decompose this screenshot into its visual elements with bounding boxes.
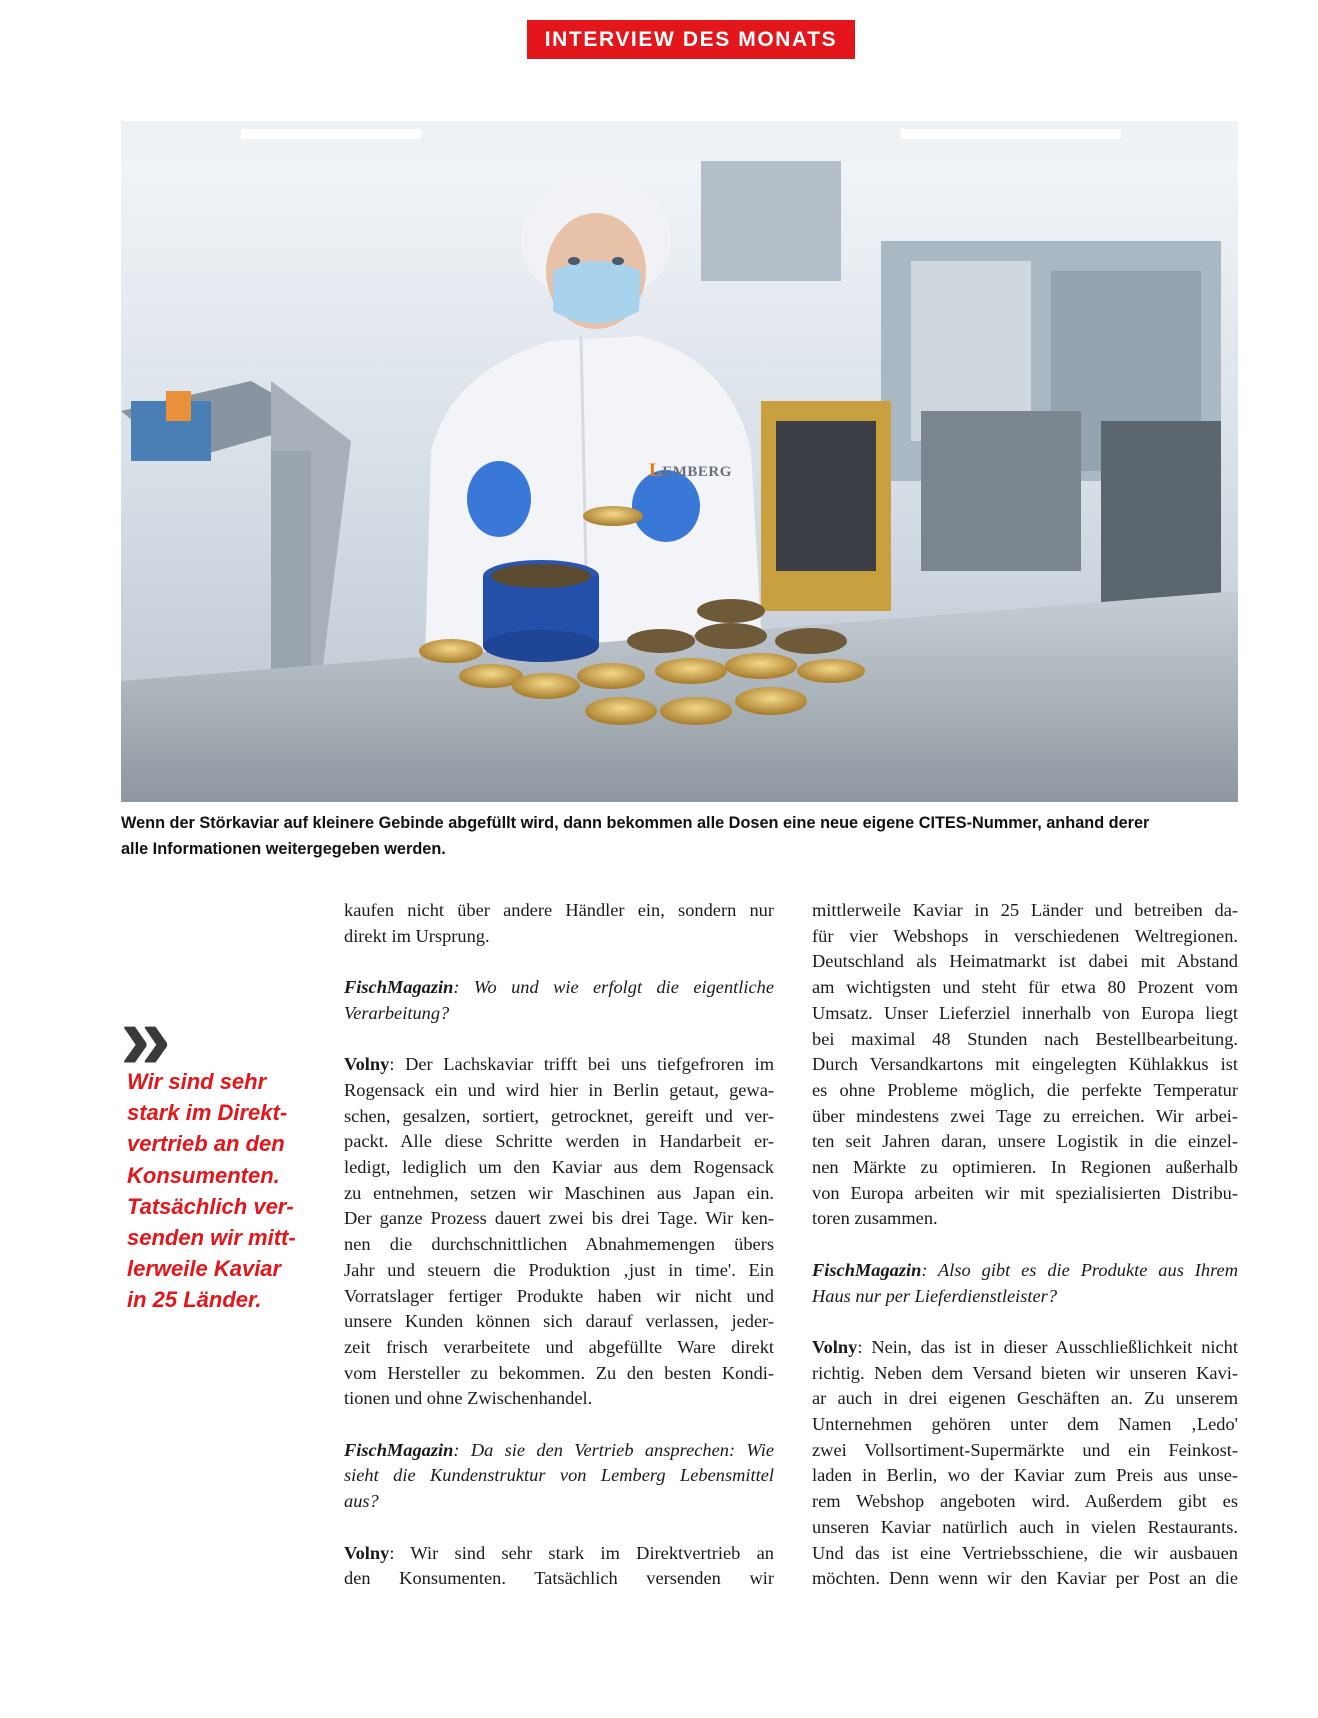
interview-answer: Volny: Nein, das ist in dieser Ausschließlichkeit nicht richtig. Neben dem Versand bieten wir unseren Kavi- ar auch in drei eigenen Geschäften an. Zu unserem Unternehmen gehören unter dem Namen ‚Ledo' zwei Vollsortiment-Supermärkte und ein Feinkost- laden in Berlin, wo der Kaviar zum Preis aus unse- rem Webshop angeboten wird. Außerdem gibt es unseren Kaviar natürlich auch in vielen Restaurants. Und das ist eine Vertriebsschiene, die wir ausbauen möchten. Denn wenn wir den Kaviar per Post an die bbox=[812, 1336, 1238, 1589]
interview-answer: Volny: Der Lachskaviar trifft bei uns tiefgefroren im Rogensack ein und wird hier in Berlin getaut, gewa- schen, gesalzen, sortiert, getrocknet, gereift und ver- packt. Alle diese Schritte werden in Handarbeit er- ledigt, lediglich um den Kaviar aus dem Rogensack zu entnehmen, setzen wir Maschinen aus Japan ein. Der ganze Prozess dauert zwei bis drei Tage. Wir ken- nen die durchschnittlichen Abnahmemengen übers Jahr und steuern die Produktion ‚just in time'. Ein Vorratslager fertiger Produkte haben wir nicht und unsere Kunden können sich darauf verlassen, jeder- zeit frisch verarbeitete und abgefüllte Ware direkt vom Hersteller zu bekommen. Zu den besten Kondi- tionen und ohne Zwischenhandel. bbox=[344, 1054, 774, 1409]
paragraph: kaufen nicht über andere Händler ein, sondern nur direkt im Ursprung. bbox=[344, 900, 774, 946]
interview-question: FischMagazin: Wo und wie erfolgt die eigentliche Verarbeitung? bbox=[344, 977, 774, 1023]
article-column-2 bbox=[812, 898, 1238, 1592]
apron-logo: LEMBERG bbox=[649, 460, 732, 481]
interview-question: FischMagazin: Also gibt es die Produkte aus Ihrem Haus nur per Lieferdienstleister? bbox=[812, 1259, 1238, 1306]
interview-question: FischMagazin: Da sie den Vertrieb ansprechen: Wie sieht die Kundenstruktur von Lemberg Lebensmittel aus? bbox=[344, 1439, 774, 1512]
section-kicker: INTERVIEW DES MONATS bbox=[527, 20, 855, 59]
article-column-1 bbox=[344, 898, 774, 1592]
paragraph: mittlerweile Kaviar in 25 Länder und betreiben da- für vier Webshops in verschiedenen Weltregionen. Deutschland als Heimatmarkt ist dabei mit Abstand am wichtigsten und steht für etwa 80 Prozent vom Umsatz. Unser Lieferziel innerhalb von Europa liegt bei maximal 48 Stunden nach Bestellbearbeitung. Durch Versandkartons mit eingelegten Kühlakkus ist es ohne Probleme möglich, die perfekte Temperatur über mindestens zwei Tage zu erreichen. Wir arbei- ten seit Jahren daran, unsere Logistik in die einzel- nen Märkte zu optimieren. In Regionen außerhalb von Europa arbeiten wir mit spezialisierten Distribu- toren zusammen. bbox=[812, 900, 1238, 1229]
hero-photo bbox=[121, 121, 1238, 802]
quote-mark-icon: » bbox=[120, 987, 166, 1089]
photo-caption: Wenn der Störkaviar auf kleinere Gebinde abgefüllt wird, dann bekommen alle Dosen eine neue eigene CITES-Nummer, anhand derer alle Informationen weitergegeben werden. bbox=[121, 814, 1150, 858]
pull-quote: Wir sind sehr stark im Direkt- vertrieb an den Konsumenten. Tatsächlich ver- senden wir mitt- lerweile Kaviar in 25 Länder. bbox=[127, 1069, 296, 1313]
interview-answer: Volny: Wir sind sehr stark im Direktvertrieb an den Konsumenten. Tatsächlich versenden wir bbox=[344, 1542, 774, 1589]
